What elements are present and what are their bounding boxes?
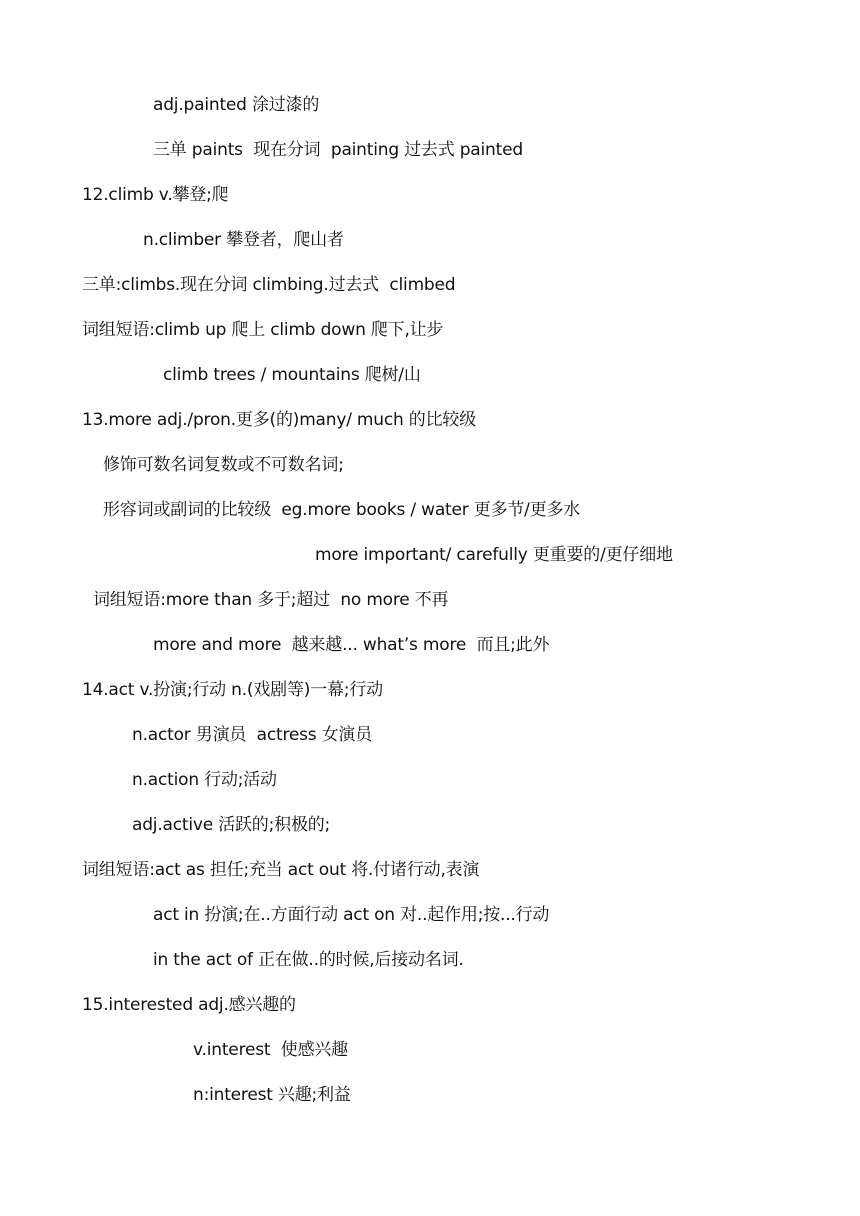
entry-heading: 14.act v.扮演;行动 n.(戏剧等)一幕;行动 [82,680,383,700]
text-line: n.climber 攀登者，爬山者 [143,230,344,250]
text-line: in the act of 正在做..的时候,后接动名词. [153,950,464,970]
text-line: 形容词或副词的比较级 eg.more books / water 更多节/更多水 [103,500,581,520]
text-line: 三单:climbs.现在分词 climbing.过去式 climbed [82,275,456,295]
text-line: adj.active 活跃的;积极的; [132,815,331,835]
text-line: adj.painted 涂过漆的 [153,95,320,115]
text-line: more and more 越来越... what’s more 而且;此外 [153,635,550,655]
entry-heading: 13.more adj./pron.更多(的)many/ much 的比较级 [82,410,476,430]
text-line: act in 扮演;在..方面行动 act on 对..起作用;按...行动 [153,905,550,925]
text-line: 词组短语:act as 担任;充当 act out 将.付诸行动,表演 [82,860,480,880]
text-line: 修饰可数名词复数或不可数名词; [103,455,344,475]
entry-heading: 12.climb v.攀登;爬 [82,185,229,205]
text-line: more important/ carefully 更重要的/更仔细地 [315,545,673,565]
text-line: climb trees / mountains 爬树/山 [163,365,421,385]
text-line: 词组短语:more than 多于;超过 no more 不再 [93,590,449,610]
text-line: n.actor 男演员 actress 女演员 [132,725,373,745]
text-line: n.action 行动;活动 [132,770,277,790]
text-line: n:interest 兴趣;利益 [193,1085,351,1105]
text-line: 词组短语:climb up 爬上 climb down 爬下,让步 [82,320,444,340]
text-line: 三单 paints 现在分词 painting 过去式 painted [153,140,523,160]
text-line: v.interest 使感兴趣 [193,1040,348,1060]
entry-heading: 15.interested adj.感兴趣的 [82,995,296,1015]
